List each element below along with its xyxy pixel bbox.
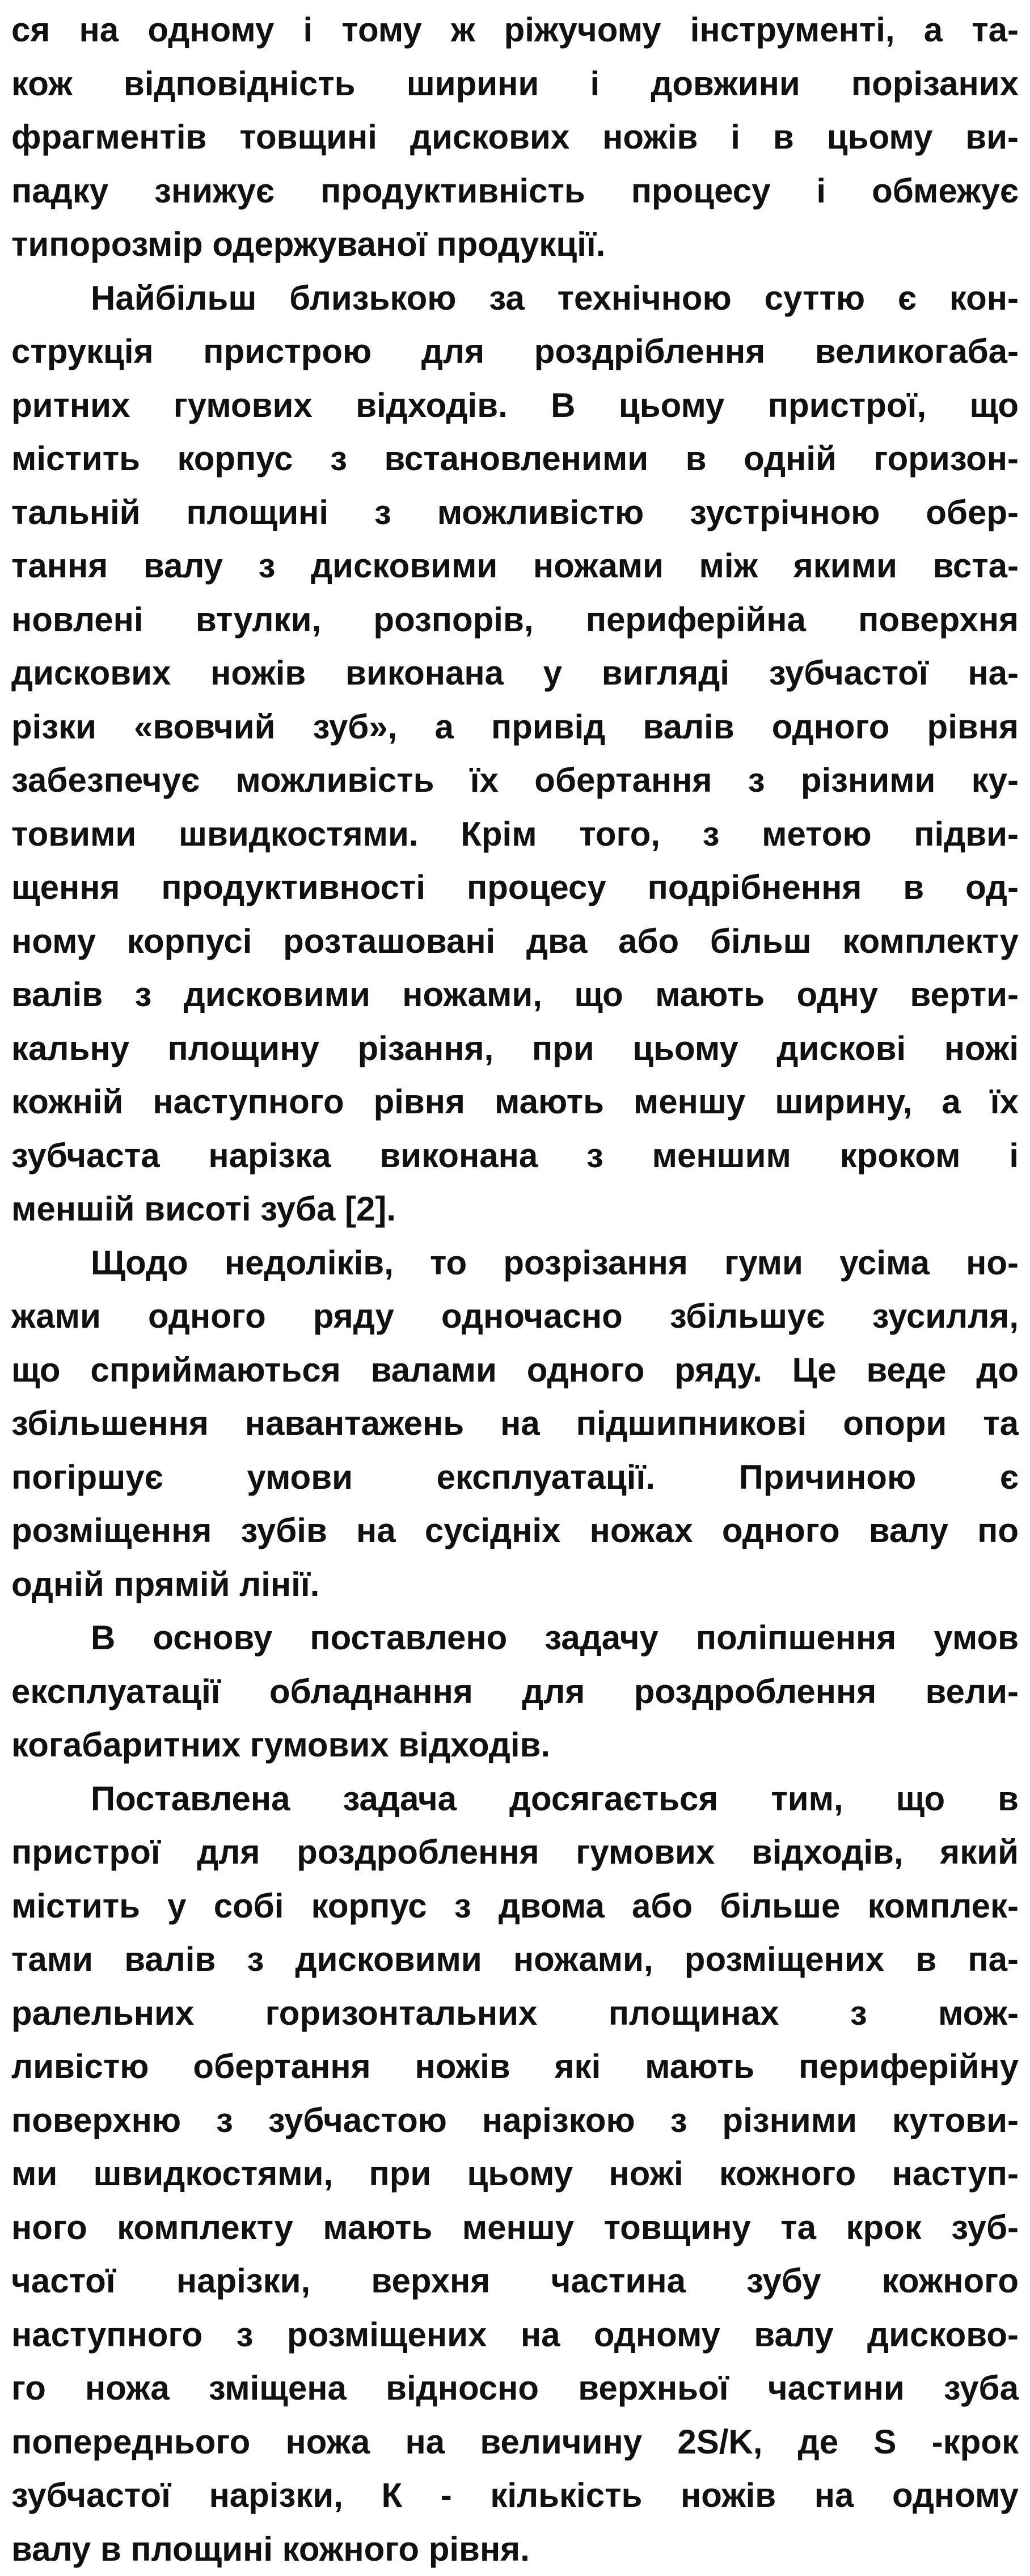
text-line: жами одного ряду одночасно збільшує зусилля, (11, 1290, 1019, 1344)
text-line: зубчаста нарізка виконана з меншим кроком і (11, 1129, 1019, 1183)
text-line: валу в площині кожного рівня. (11, 2523, 1019, 2576)
text-line: експлуатації обладнання для роздроблення вели- (11, 1665, 1019, 1719)
paragraph (11, 3, 1019, 272)
text-line: тами валів з дисковими ножами, розміщених в па- (11, 1933, 1019, 1987)
text-line: струкція пристрою для роздріблення великогаба- (11, 325, 1019, 379)
text-line: містить корпус з встановленими в одній горизон- (11, 432, 1019, 486)
paragraph (11, 1236, 1019, 1612)
text-line: падку знижує продуктивність процесу і обмежує (11, 164, 1019, 218)
text-line: дискових ножів виконана у вигляді зубчастої на- (11, 647, 1019, 700)
text-line: го ножа зміщена відносно верхньої частини зуба (11, 2362, 1019, 2415)
text-line: різки «вовчий зуб», а привід валів одного рівня (11, 700, 1019, 754)
text-line: забезпечує можливість їх обертання з різними ку- (11, 754, 1019, 808)
text-line: одній прямій лінії. (11, 1558, 1019, 1612)
paragraph (11, 272, 1019, 1236)
text-line: тальній площині з можливістю зустрічною обер- (11, 486, 1019, 540)
text-line: розміщення зубів на сусідніх ножах одного валу по (11, 1504, 1019, 1558)
text-line: погіршує умови експлуатації. Причиною є (11, 1451, 1019, 1505)
text-line: товими швидкостями. Крім того, з метою підви- (11, 808, 1019, 862)
text-line: ливістю обертання ножів які мають периферійну (11, 2040, 1019, 2094)
text-line: поверхню з зубчастою нарізкою з різними кутови- (11, 2094, 1019, 2148)
text-line: когабаритних гумових відходів. (11, 1718, 1019, 1772)
text-line: кожній наступного рівня мають меншу ширину, а їх (11, 1075, 1019, 1129)
text-line: новлені втулки, розпорів, периферійна поверхня (11, 593, 1019, 647)
text-line: ми швидкостями, при цьому ножі кожного наступ- (11, 2147, 1019, 2201)
text-line: Поставлена задача досягається тим, що в (11, 1772, 1019, 1826)
text-line: наступного з розміщених на одному валу дисково- (11, 2308, 1019, 2362)
text-line: ритних гумових відходів. В цьому пристрої, що (11, 379, 1019, 433)
text-line: містить у собі корпус з двома або більше комплек- (11, 1880, 1019, 1933)
text-line: збільшення навантажень на підшипникові опори та (11, 1397, 1019, 1451)
text-line: частої нарізки, верхня частина зубу кожного (11, 2254, 1019, 2308)
text-line: валів з дисковими ножами, що мають одну верти- (11, 968, 1019, 1022)
paragraph (11, 1611, 1019, 1772)
text-line: типорозмір одержуваної продукції. (11, 218, 1019, 272)
text-line: фрагментів товщині дискових ножів і в цьому ви- (11, 111, 1019, 164)
text-line: тання валу з дисковими ножами між якими вста- (11, 539, 1019, 593)
paragraph (11, 1772, 1019, 2576)
document-body (11, 3, 1019, 2576)
text-line: меншій висоті зуба [2]. (11, 1183, 1019, 1236)
text-line: ному корпусі розташовані два або більш комплекту (11, 915, 1019, 969)
text-line: що сприймаються валами одного ряду. Це веде до (11, 1344, 1019, 1397)
text-line: В основу поставлено задачу поліпшення умов (11, 1611, 1019, 1665)
text-line: Найбільш близькою за технічною суттю є кон- (11, 272, 1019, 326)
text-line: ралельних горизонтальних площинах з мож- (11, 1987, 1019, 2041)
text-line: Щодо недоліків, то розрізання гуми усіма но- (11, 1236, 1019, 1290)
text-line: кальну площину різання, при цьому дискові ножі (11, 1022, 1019, 1076)
text-line: кож відповідність ширини і довжини порізаних (11, 57, 1019, 111)
text-line: пристрої для роздроблення гумових відходів, який (11, 1826, 1019, 1880)
text-line: щення продуктивності процесу подрібнення в од- (11, 861, 1019, 915)
text-line: попереднього ножа на величину 2S/K, де S -крок (11, 2415, 1019, 2469)
text-line: ся на одному і тому ж ріжучому інструменті, а та- (11, 3, 1019, 57)
text-line: зубчастої нарізки, К - кількість ножів на одному (11, 2469, 1019, 2523)
document-page (11, 0, 1019, 2339)
text-line: ного комплекту мають меншу товщину та крок зуб- (11, 2201, 1019, 2255)
